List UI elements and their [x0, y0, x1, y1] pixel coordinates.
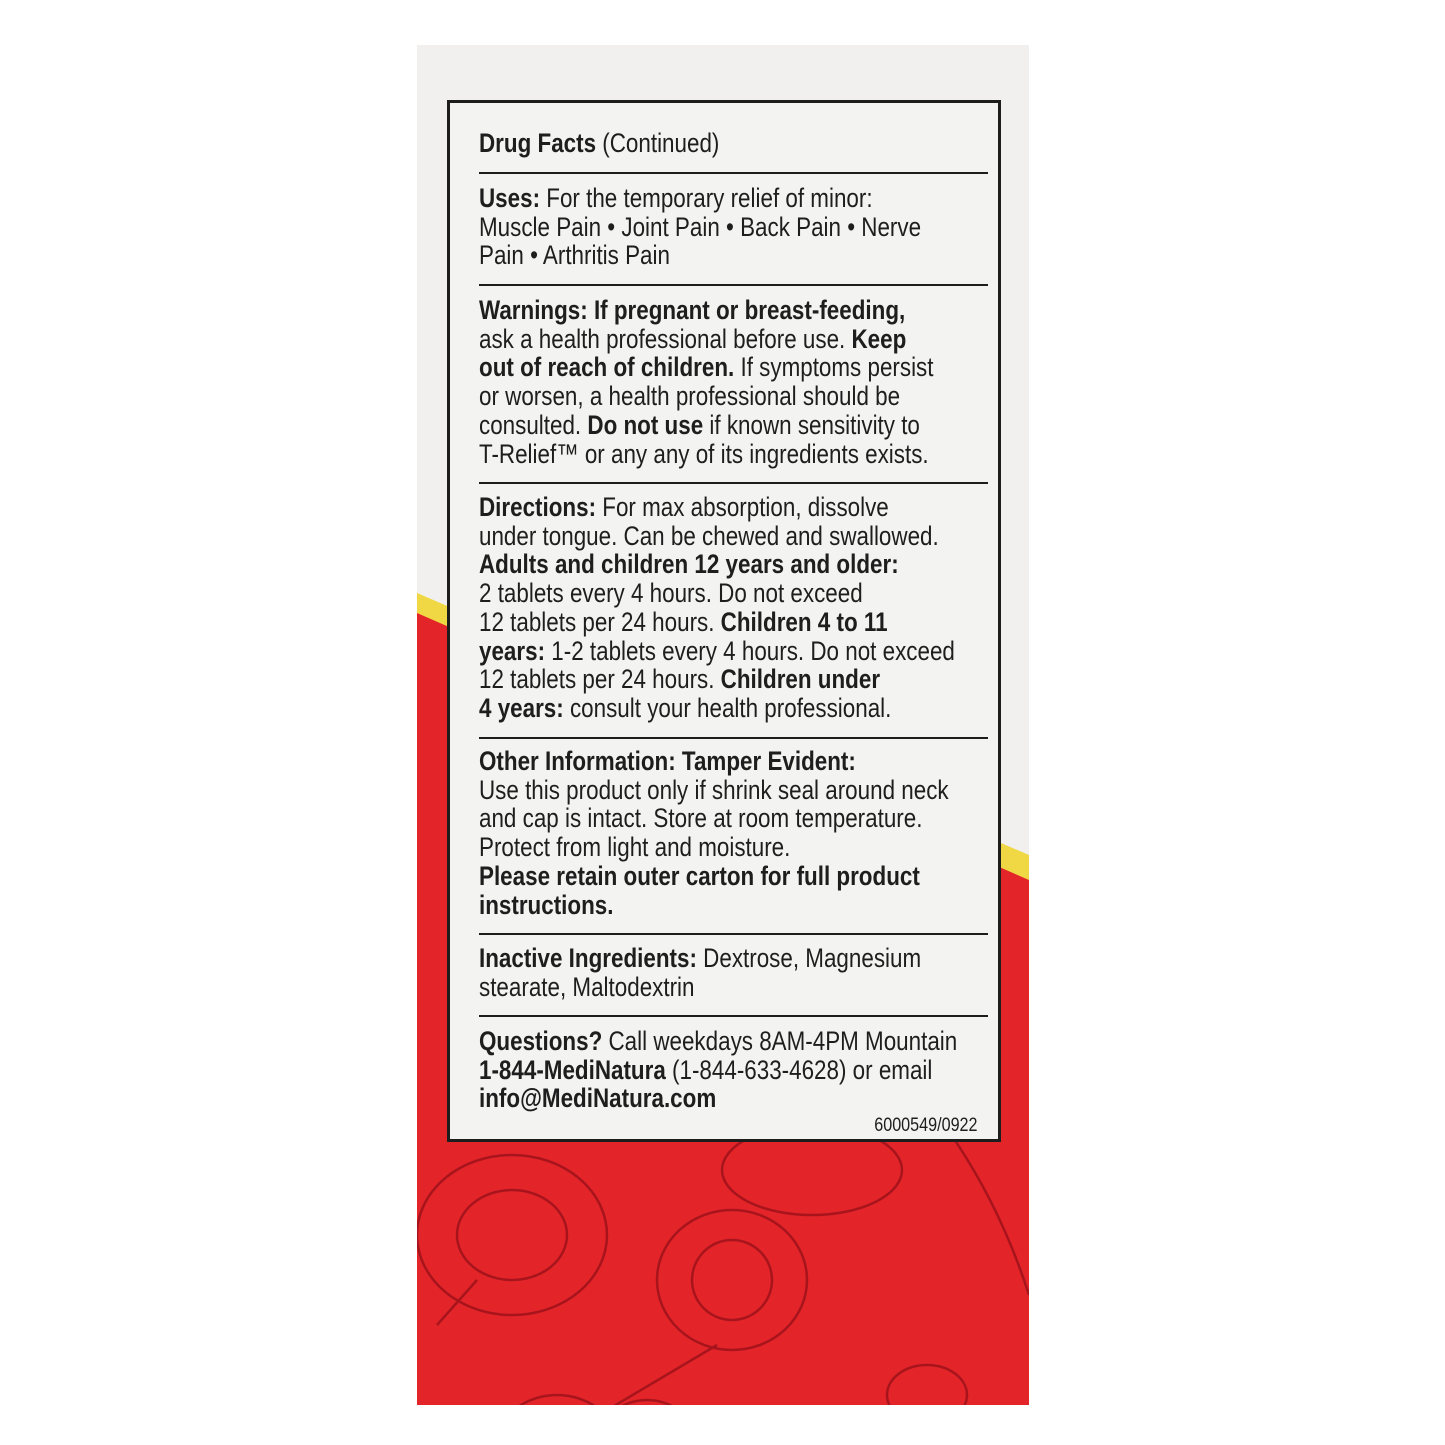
bold-text: Inactive Ingredients: — [479, 943, 697, 973]
bold-text: Other Information: Tamper Evident: — [479, 746, 856, 776]
text: (Continued) — [596, 128, 720, 158]
divider — [479, 172, 988, 174]
text: consult your health professional. — [563, 692, 892, 723]
text: 1-2 tablets every 4 hours. Do not exceed — [545, 635, 955, 666]
text-line — [479, 382, 900, 411]
text: (1-844-633-4628) or email — [665, 1054, 933, 1085]
bold-text: Please retain outer carton for full product — [479, 860, 920, 891]
bold-text: Children 4 to 11 — [720, 606, 888, 637]
text: Protect from light and moisture. — [479, 832, 791, 863]
text: Pain • Arthritis Pain — [479, 240, 670, 271]
divider — [479, 737, 988, 739]
text: ask a health professional before use. — [479, 323, 852, 354]
text-line — [479, 637, 955, 666]
text: T-Relief™ or any any of its ingredients exists. — [479, 438, 929, 469]
text-line — [479, 944, 921, 973]
bold-text: Warnings: If pregnant or breast-feeding, — [479, 295, 906, 325]
bold-text: Uses: — [479, 183, 541, 213]
text-line — [479, 411, 920, 440]
text-line — [479, 493, 889, 522]
text-line — [479, 241, 670, 270]
bold-text: info@MediNatura.com — [479, 1083, 717, 1114]
bold-text: Keep — [851, 323, 907, 354]
divider — [479, 482, 988, 484]
text-line — [479, 862, 920, 891]
text-line — [479, 129, 719, 158]
text-line — [479, 353, 933, 382]
text: under tongue. Can be chewed and swallowed. — [479, 520, 939, 551]
text: 12 tablets per 24 hours. — [479, 664, 721, 695]
text: and cap is intact. Store at room temperature. — [479, 803, 923, 834]
text-line — [479, 694, 891, 723]
bold-text: Children under — [720, 664, 881, 695]
drug-facts-panel — [447, 100, 1001, 1142]
text-line — [479, 579, 863, 608]
text: Call weekdays 8AM-4PM Mountain — [602, 1026, 958, 1056]
text: Dextrose, Magnesium — [696, 943, 922, 973]
text: or worsen, a health professional should be — [479, 381, 901, 412]
bold-text: out of reach of children. — [479, 352, 735, 383]
text-line — [479, 1027, 957, 1056]
bold-text: Directions: — [479, 492, 597, 522]
text-line — [479, 833, 790, 862]
text-line — [479, 608, 888, 637]
text-line — [479, 776, 949, 805]
text: Use this product only if shrink seal around neck — [479, 774, 949, 805]
product-carton — [417, 45, 1029, 1405]
bold-text: Drug Facts — [479, 128, 597, 158]
text: If symptoms persist — [734, 352, 934, 383]
directions-section — [479, 493, 994, 723]
text-line — [479, 804, 922, 833]
text-line — [479, 891, 613, 920]
text-line — [479, 973, 694, 1002]
inactive-ingredients-section — [479, 944, 994, 1001]
text-line — [479, 665, 880, 694]
bold-text: instructions. — [479, 889, 614, 920]
text-line — [479, 213, 921, 242]
drug-facts-heading — [479, 129, 994, 158]
bold-text: Questions? — [479, 1026, 603, 1056]
text: if known sensitivity to — [703, 409, 920, 440]
text-line — [479, 325, 906, 354]
bold-text: Do not use — [587, 409, 704, 440]
bold-text: Adults and children 12 years and older: — [479, 549, 899, 580]
text: 12 tablets per 24 hours. — [479, 606, 721, 637]
text-line — [479, 1056, 932, 1085]
text-line — [479, 747, 856, 776]
text: For max absorption, dissolve — [596, 492, 889, 522]
text-line — [479, 550, 899, 579]
text-line — [479, 184, 873, 213]
text-line — [479, 1084, 716, 1113]
text-line — [479, 440, 929, 469]
questions-section — [479, 1027, 994, 1113]
bold-text: 4 years: — [479, 692, 564, 723]
bold-text: 1-844-MediNatura — [479, 1054, 666, 1085]
product-code: 6000549/0922 — [874, 1115, 978, 1136]
text-line — [479, 522, 939, 551]
bold-text: years: — [479, 635, 546, 666]
text: Muscle Pain • Joint Pain • Back Pain • Nerve — [479, 211, 922, 242]
uses-section — [479, 184, 994, 270]
text: stearate, Maltodextrin — [479, 971, 695, 1002]
divider — [479, 933, 988, 935]
divider — [479, 1015, 988, 1017]
text: For the temporary relief of minor: — [540, 183, 873, 213]
text: 2 tablets every 4 hours. Do not exceed — [479, 578, 863, 609]
warnings-section — [479, 296, 994, 468]
other-information-section — [479, 747, 994, 919]
divider — [479, 284, 988, 286]
text-line — [479, 296, 905, 325]
text: consulted. — [479, 409, 588, 440]
